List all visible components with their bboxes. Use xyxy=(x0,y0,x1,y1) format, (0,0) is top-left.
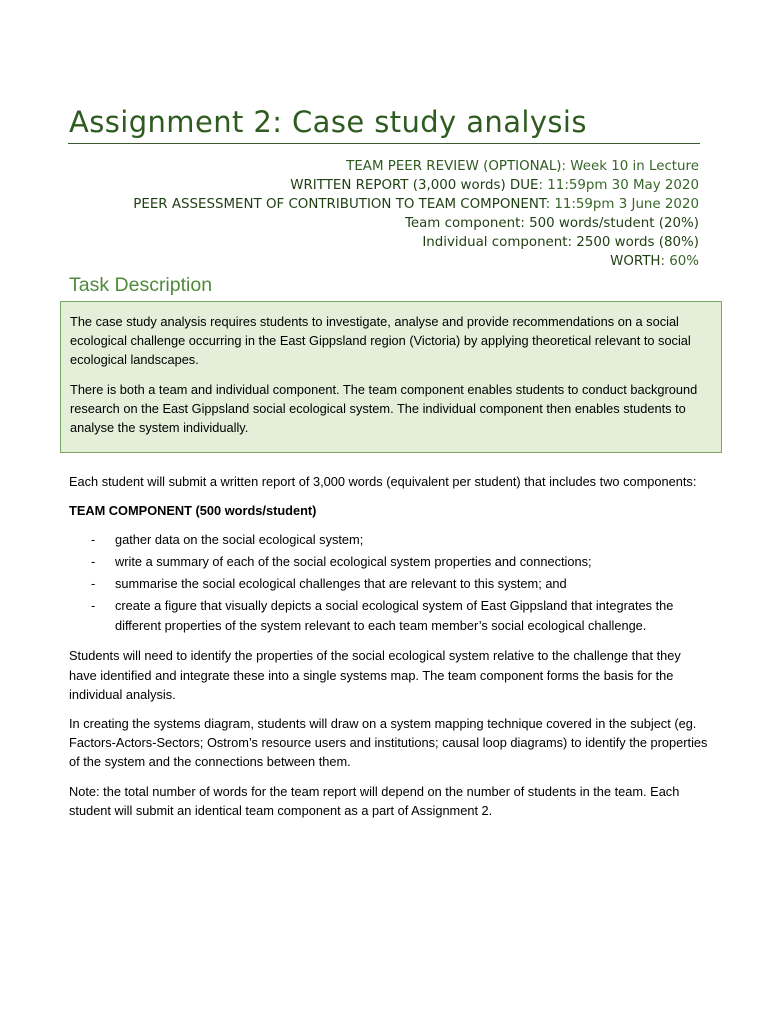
meta-value: : Week 10 in Lecture xyxy=(561,159,699,174)
assignment-details xyxy=(133,157,699,271)
meta-value: : 11:59pm 30 May 2020 xyxy=(538,178,699,193)
meta-value: : 60% xyxy=(660,254,699,269)
meta-label: WRITTEN REPORT (3,000 words) DUE xyxy=(290,178,539,193)
intro-paragraph: Each student will submit a written report of 3,000 words (equivalent per student) that includes two components: xyxy=(69,474,697,489)
list-item-text: create a figure that visually depicts a social ecological system of East Gippsland that integrates the different properties of the system relevant to each team member’s social ecological challenge. xyxy=(115,597,674,633)
body-paragraph: Note: the total number of words for the team report will depend on the number of students in the team. Each student will submit an identical team component as a part of Assignment 2. xyxy=(69,783,680,818)
meta-label: TEAM PEER REVIEW (OPTIONAL) xyxy=(346,159,562,174)
meta-label: WORTH xyxy=(610,254,661,269)
meta-line-individual-component xyxy=(133,233,699,252)
list-item xyxy=(69,596,709,637)
body-paragraph: In creating the systems diagram, students will draw on a system mapping technique covered in the subject (eg. Factors-Actors-Sectors; Ostrom’s resource users and institutions; causal loop diagrams) to identify the properties of the system and the connections between them. xyxy=(69,715,708,770)
list-item xyxy=(69,574,709,594)
meta-line-peer-review xyxy=(133,157,699,176)
task-paragraph: There is both a team and individual component. The team component enables students to conduct background research on the East Gippsland social ecological system. The individual component then enables students to analyse the system individually. xyxy=(70,381,698,436)
list-item xyxy=(69,552,709,572)
meta-label: Team component: 500 words/student (20%) xyxy=(404,216,699,231)
task-paragraph: The case study analysis requires students to investigate, analyse and provide recommendations on a social ecological challenge occurring in the East Gippsland region (Victoria) by applying theoretical relevant to social ecological landscapes. xyxy=(70,314,691,368)
task-description-heading: Task Description xyxy=(69,274,213,296)
team-task-list xyxy=(69,530,709,636)
team-component-heading: TEAM COMPONENT (500 words/student) xyxy=(69,503,317,519)
title-divider xyxy=(68,143,700,144)
list-item-text: summarise the social ecological challenges that are relevant to this system; and xyxy=(115,575,567,591)
list-marker: - xyxy=(91,597,96,613)
meta-line-peer-assessment xyxy=(133,195,699,214)
meta-line-worth xyxy=(133,252,699,271)
task-description-box xyxy=(60,301,722,453)
meta-line-report-due xyxy=(133,176,699,195)
assignment-body xyxy=(69,472,709,830)
list-item-text: gather data on the social ecological system; xyxy=(115,532,364,548)
body-paragraph: Students will need to identify the properties of the social ecological system relative to the challenge that they have identified and integrate these into a single systems map. The team component forms the basis for the individual analysis. xyxy=(69,648,681,702)
document-title: Assignment 2: Case study analysis xyxy=(69,105,587,139)
meta-label: Individual component: 2500 words (80%) xyxy=(422,235,699,250)
meta-line-team-component xyxy=(133,214,699,233)
list-marker: - xyxy=(91,575,96,591)
meta-value: : 11:59pm 3 June 2020 xyxy=(545,197,699,212)
list-marker: - xyxy=(91,554,96,570)
list-item-text: write a summary of each of the social ecological system properties and connections; xyxy=(115,554,592,570)
list-marker: - xyxy=(91,532,96,548)
list-item xyxy=(69,530,709,550)
meta-label: PEER ASSESSMENT OF CONTRIBUTION TO TEAM COMPONENT xyxy=(133,197,546,212)
